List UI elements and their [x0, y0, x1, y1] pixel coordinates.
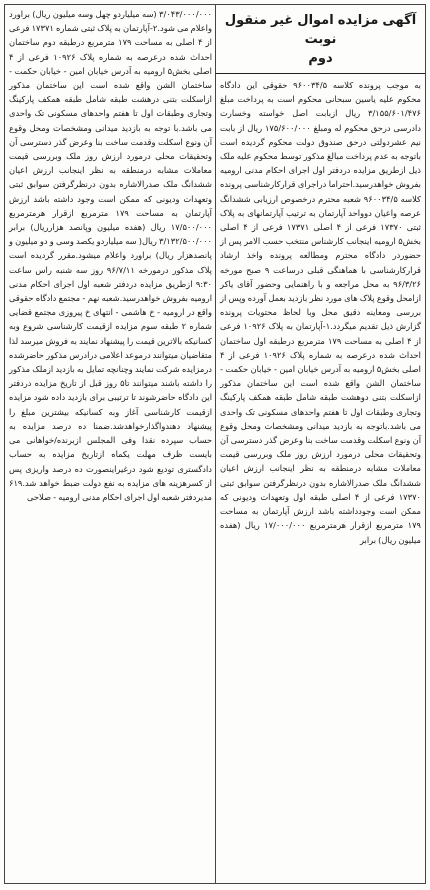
- notice-left-column: [5, 5, 216, 883]
- notice-body-left: ۳/۰۴۳/۰۰۰/۰۰۰ (سه میلیاردو چهل وسه میلیون ریال) براورد واعلام می شود.۲-آپارتمان به پلاک ثبتی شماره ۱۷۳۷۱ فرعی از ۴ اصلی به مساحت ۱۷۹ مترمربع درطبقه دوم ساختمان احداث شده درعرصه به شماره پلاک ۱۰۹۲۶ فرعی از ۴ اصلی بخش۵ ارومیه به آدرس خیابان امین - خیابان حکمت - ساختمان الشن واقع شده است این ساختمان مذکور ازاسکلت بتنی درهشت طبقه شامل طبقه همکف پارکینگ وتجاری وطبقات اول تا هفتم واحدهای مسکونی تک واحدی می باشد.با توجه به بازدید میدانی ومشخصات ومحل وقوع آن ونوع اسکلت وقدمت ساخت بنا وعرض گذر دسترسی آن وتحقیقات محلی درمورد ارزش روز ملک وبررسی قیمت معاملات مشابه درمنطقه به نظر اینجانب ارزش اعیان ششدانگ ملک صدرالاشاره بدون درنظرگرفتن سوابق ثبتی وتعهدات ودیونی که ممکن است وجود داشته باشد ارزش آپارتمان به مساحت ۱۷۹ مترمربع ازقرار هرمترمربع ۱۷/۵۰۰/۰۰۰ ریال (هفده میلیون وپانصد هزارریال) برابر ۳/۱۳۲/۵۰۰/۰۰۰ ریال( سه میلیاردو یکصد وسی و دو میلیون و پانصدهزار ریال) براورد واعلام میشود.مقرر گردیده است پلاک مذکور درمورخه ۹۶/۷/۱۱ روز سه شنبه راس ساعت ۹:۳۰ ازطریق مزایده دردفتر شعبه اول اجرای احکام مدنی ارومیه بفروش خواهدرسید.شعبه نهم - مجتمع دادگاه حقوقی واقع در ارومیه - خ هاشمی - انتهای خ پیروزی مجتمع قضایی شماره ۲ طبقه سوم مزایده ازقیمت کارشناسی شروع وبه کسانیکه بالاترین قیمت را پیشنهاد نمایند به فروش میرسد لذا متقاضیان میتوانند درموعد اعلامی درادرس مذکور حاضرشده درمزایده شرکت نمایند وچنانچه تمایل به بازدید ازملک مذکور را داشته باشند میتوانند تا۵ روز قبل از تاریخ مزایده دردفتر این دادگاه حاضرشوند تا ترتیبی برای بازدید داده شود مزایده ازقیمت کارشناسی آغاز وبه کسانیکه بیشترین مبلغ را پیشنهاد دهندواگذارخواهدشد.ضمنا ده درصد مزایده به حساب سپرده نقدا وفی المجلس ازبرنده/خواهانی می بایست ظرف مهلت یکماه ازتاریخ مزایده به حساب دادگستری تودیع شود درغیراینصورت ده درصد واریزی پس از کسرهزینه های مزایده به نفع دولت ضبط خواهد شد.۶۱۹ مدیردفتر شعبه اول اجرای احکام مدنی ارومیه - صلاحی: [9, 9, 212, 502]
- notice-body-right: به موجب پرونده کلاسه ۹۶۰۰۳۴/۵ حقوقی این دادگاه محکوم علیه یاسین سبحانی محکوم است به پرداخت مبلغ ۳/۱۵۵/۶۰۱/۴۷۶ ریال ازبابت اصل خواسته وخسارت دادرسی درحق محکوم له ومبلغ ۱۷۵/۶۰۰/۰۰۰ ریال از بابت نیم عشردولتی درحق صندوق دولت محکوم گردیده است باتوجه به عدم پرداخت مبالغ مذکور توسط محکوم علیه ملک ذیل ازطریق مزایده دردفتر اول اجرای احکام مدنی ارومیه بفروش خواهدرسید.احتراما دراجرای قرارکارشناسی پرونده کلاسه ۹۶۰۰۳۴/۵ شعبه محترم درخصوص ارزیابی ششدانگ عرصه واعیان دوواحد آپارتمان به ترتیب آپارتمانهای به پلاک ثبتی ۱۷۳۷۰ فرعی از ۴ اصلی ۱۷۳۷۱ فرعی از ۴ اصلی بخش۵ ارومیه اینجانب کارشناس منتخب حسب الامر پس از حضوردر دادگاه محترم ومطالعه پرونده واخذ ارشاد قرارکارشناسی با هماهنگی قبلی درساعت ۹ صبح مورخه ۹۶/۳/۲۶ به محل مراجعه و با راهنمایی وحضور آقای یاکر ازامحل وقوع پلاک های مورد نظر بازدید بعمل آورده وپس از بررسی ومعاینه دقیق محل وبا لحاظ محتویات پرونده گزارش ذیل تقدیم میگردد.۱-آپارتمان به پلاک ۱۰۹۲۶ فرعی از ۴ اصلی به مساحت ۱۷۹ مترمربع درطبقه اول ساختمان احداث شده درعرصه به شماره پلاک ۱۰۹۲۶ فرعی از ۴ اصلی بخش۵ ارومیه به آدرس خیابان امین - خیابان حکمت - ساختمان الشن واقع شده است این ساختمان مذکور ازاسکلت بتنی دوهشت طبقه شامل طبقه همکف پارکینگ وتجاری وطبقات اول تا هفتم واحدهای مسکونی تک واحدی می باشد.باتوجه به بازدید میدانی ومشخصات ومحل وقوع آن ونوع اسکلت وقدمت ساخت بنا وعرض گذر دسترسی آن وتحقیقات محلی درمورد ارزش روز ملک وبررسی قیمت معاملات مشابه درمنطقه به نظر اینجانب ارزش اعیان ششدانگ ملک صدرالاشاره بدون درنظرگرفتن سوابق ثبتی ۱۷۳۷۰ فرعی از ۴ اصلی طبقه اول وتعهدات ودیونی که ممکن است وجودداشته باشد ارزش آپارتمان به مساحت ۱۷۹ مترمربع ازقرار هرمترمربع ۱۷/۰۰۰/۰۰۰ ریال (هفده میلیون ریال) برابر: [220, 80, 421, 545]
- notice-title: آگهی مزایده اموال غیر منقول نوبت: [224, 13, 417, 47]
- notice-page: [4, 4, 426, 884]
- notice-right-column: [215, 5, 425, 883]
- notice-title-box: [216, 7, 425, 74]
- notice-title-round: دوم: [308, 51, 333, 66]
